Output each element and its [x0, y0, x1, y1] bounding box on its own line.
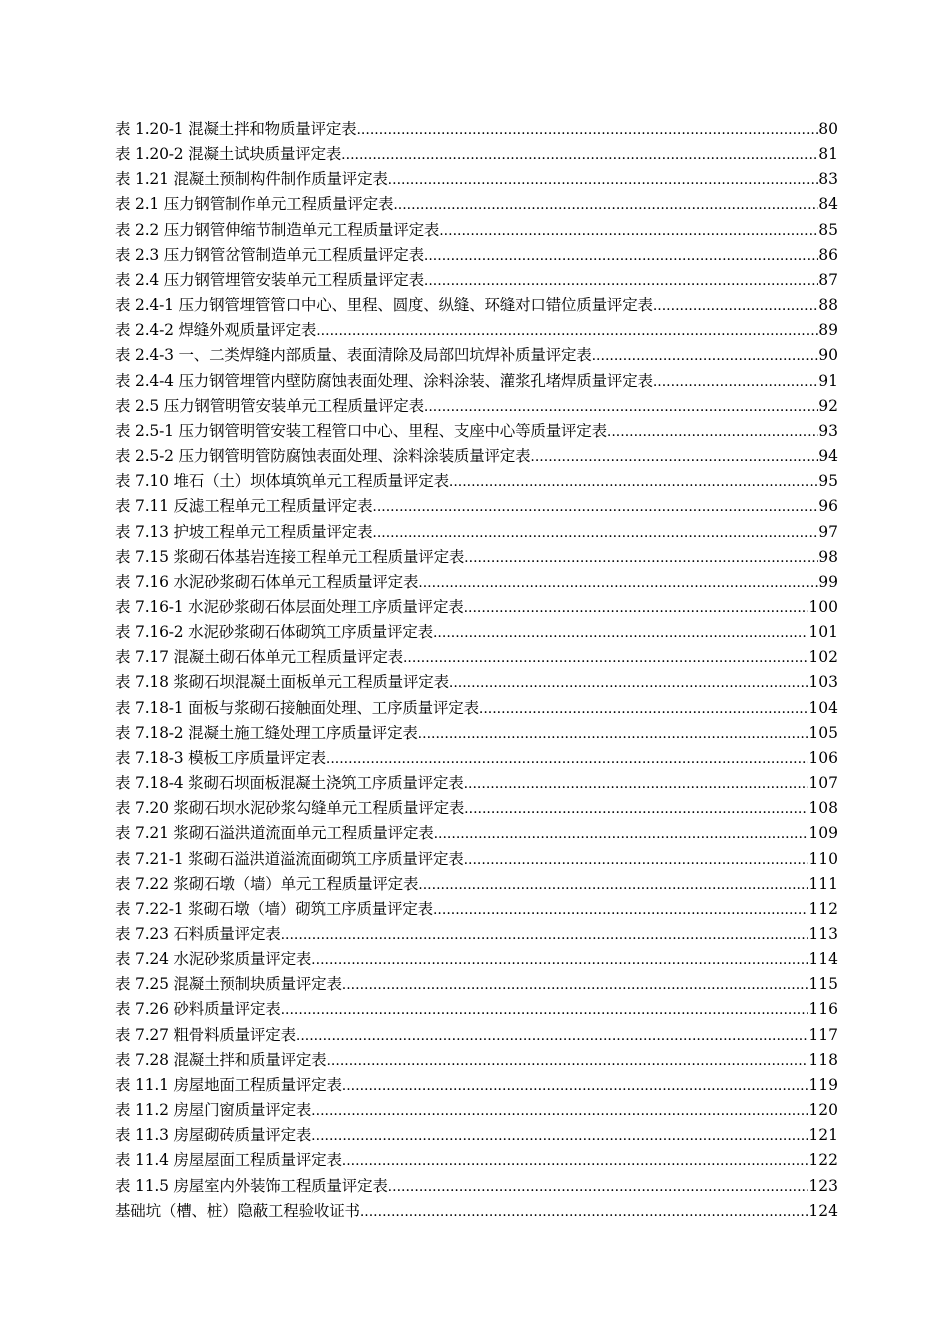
toc-page-number: 95 — [818, 472, 838, 491]
toc-page-number: 97 — [818, 522, 838, 541]
toc-entry[interactable] — [115, 670, 838, 695]
toc-entry-title: 表 7.18-2 混凝土施工缝处理工序质量评定表 — [115, 723, 418, 742]
toc-dot-leader — [607, 420, 818, 444]
toc-page-number: 120 — [808, 1101, 838, 1120]
toc-page-number: 108 — [808, 799, 838, 818]
toc-entry[interactable] — [115, 192, 838, 217]
toc-page-number: 103 — [808, 673, 838, 692]
toc-dot-leader — [403, 646, 808, 670]
toc-entry[interactable] — [115, 369, 838, 394]
toc-entry-title: 表 7.24 水泥砂浆质量评定表 — [115, 950, 312, 969]
toc-entry[interactable] — [115, 1073, 838, 1098]
toc-entry[interactable] — [115, 394, 838, 419]
toc-dot-leader — [418, 571, 818, 595]
toc-entry[interactable] — [115, 520, 838, 545]
toc-entry[interactable] — [115, 343, 838, 368]
toc-entry[interactable] — [115, 469, 838, 494]
toc-entry[interactable] — [115, 947, 838, 972]
toc-entry[interactable] — [115, 1048, 838, 1073]
toc-entry-title: 表 7.13 护坡工程单元工程质量评定表 — [115, 522, 373, 541]
toc-dot-leader — [311, 1099, 808, 1123]
toc-dot-leader — [434, 822, 809, 846]
toc-entry[interactable] — [115, 268, 838, 293]
toc-page-number: 99 — [818, 572, 838, 591]
toc-page-number: 111 — [808, 874, 838, 893]
toc-dot-leader — [316, 319, 818, 343]
toc-page-number: 100 — [808, 597, 838, 616]
toc-entry[interactable] — [115, 721, 838, 746]
toc-page-number: 123 — [808, 1176, 838, 1195]
toc-dot-leader — [464, 848, 809, 872]
toc-dot-leader — [592, 344, 819, 368]
toc-entry-title: 表 1.21 混凝土预制构件制作质量评定表 — [115, 170, 388, 189]
toc-entry-title: 表 2.2 压力钢管伸缩节制造单元工程质量评定表 — [115, 220, 440, 239]
toc-entry[interactable] — [115, 821, 838, 846]
toc-page-number: 87 — [818, 270, 838, 289]
toc-entry[interactable] — [115, 293, 838, 318]
toc-page-number: 90 — [818, 346, 838, 365]
toc-page-number: 119 — [808, 1075, 838, 1094]
toc-dot-leader — [653, 370, 818, 394]
toc-dot-leader — [393, 193, 818, 217]
toc-dot-leader — [464, 772, 809, 796]
toc-entry[interactable] — [115, 1123, 838, 1148]
toc-entry-title: 基础坑（槽、桩）隐蔽工程验收证书 — [115, 1201, 360, 1220]
toc-entry-title: 表 2.5-1 压力钢管明管安装工程管口中心、里程、支座中心等质量评定表 — [115, 421, 607, 440]
toc-page-number: 112 — [808, 899, 838, 918]
toc-page-number: 81 — [818, 145, 838, 164]
toc-page-number: 85 — [818, 220, 838, 239]
toc-dot-leader — [439, 219, 818, 243]
toc-page-number: 104 — [808, 698, 838, 717]
toc-entry-title: 表 1.20-1 混凝土拌和物质量评定表 — [115, 120, 357, 138]
toc-entry-title: 表 7.18 浆砌石坝混凝土面板单元工程质量评定表 — [115, 673, 449, 692]
toc-dot-leader — [311, 948, 808, 972]
toc-dot-leader — [372, 521, 818, 545]
toc-dot-leader — [281, 998, 809, 1022]
toc-entry[interactable] — [115, 218, 838, 243]
toc-entry-title: 表 7.18-3 模板工序质量评定表 — [115, 748, 326, 767]
toc-entry-title: 表 7.27 粗骨料质量评定表 — [115, 1025, 296, 1044]
toc-page-number: 118 — [808, 1050, 838, 1069]
toc-page-number: 109 — [808, 824, 838, 843]
toc-entry[interactable] — [115, 796, 838, 821]
toc-entry-title: 表 2.4-4 压力钢管埋管内壁防腐蚀表面处理、涂料涂装、灌浆孔堵焊质量评定表 — [115, 371, 653, 390]
toc-entry-title: 表 7.25 混凝土预制块质量评定表 — [115, 975, 342, 994]
toc-entry-title: 表 7.16-2 水泥砂浆砌石体砌筑工序质量评定表 — [115, 623, 433, 642]
toc-entry-title: 表 1.20-2 混凝土试块质量评定表 — [115, 145, 342, 164]
toc-entry[interactable] — [115, 997, 838, 1022]
toc-entry-title: 表 11.5 房屋室内外装饰工程质量评定表 — [115, 1176, 388, 1195]
toc-entry[interactable] — [115, 142, 838, 167]
toc-entry-title: 表 7.26 砂料质量评定表 — [115, 1000, 281, 1019]
toc-entry[interactable] — [115, 545, 838, 570]
toc-entry-title: 表 2.4 压力钢管埋管安装单元工程质量评定表 — [115, 270, 424, 289]
toc-entry[interactable] — [115, 1199, 838, 1224]
toc-entry[interactable] — [115, 696, 838, 721]
toc-page-number: 93 — [818, 421, 838, 440]
toc-entry[interactable] — [115, 117, 838, 142]
toc-page-number: 83 — [818, 170, 838, 189]
toc-entry[interactable] — [115, 167, 838, 192]
toc-entry-title: 表 2.4-1 压力钢管埋管管口中心、里程、圆度、纵缝、环缝对口错位质量评定表 — [115, 296, 653, 315]
toc-dot-leader — [326, 1049, 808, 1073]
toc-entry-title: 表 7.16 水泥砂浆砌石体单元工程质量评定表 — [115, 572, 419, 591]
toc-entry[interactable] — [115, 972, 838, 997]
toc-entry-title: 表 7.28 混凝土拌和质量评定表 — [115, 1050, 327, 1069]
toc-page-number: 114 — [808, 950, 838, 969]
toc-page-number: 124 — [808, 1201, 838, 1220]
toc-page-number: 86 — [818, 245, 838, 264]
toc-dot-leader — [388, 1175, 809, 1199]
toc-dot-leader — [449, 671, 809, 695]
toc-entry-title: 表 7.23 石料质量评定表 — [115, 925, 281, 943]
toc-entry[interactable] — [115, 872, 838, 897]
toc-entry[interactable] — [115, 746, 838, 771]
toc-page-number: 105 — [808, 723, 838, 742]
toc-page-number: 107 — [808, 774, 838, 793]
toc-dot-leader — [372, 495, 818, 519]
toc-dot-leader — [479, 697, 809, 721]
toc-page-number: 122 — [808, 1151, 838, 1170]
toc-entry-title: 表 2.4-3 一、二类焊缝内部质量、表面清除及局部凹坑焊补质量评定表 — [115, 346, 592, 365]
toc-dot-leader — [356, 118, 818, 142]
toc-entry[interactable] — [115, 847, 838, 872]
toc-entry[interactable] — [115, 1148, 838, 1173]
toc-dot-leader — [342, 973, 809, 997]
toc-entry[interactable] — [115, 897, 838, 922]
toc-entry[interactable] — [115, 243, 838, 268]
toc-page-number: 94 — [818, 447, 838, 466]
toc-page-number: 106 — [808, 748, 838, 767]
toc-entry-title: 表 2.3 压力钢管岔管制造单元工程质量评定表 — [115, 245, 424, 264]
toc-entry[interactable] — [115, 620, 838, 645]
toc-dot-leader — [433, 621, 808, 645]
toc-entry[interactable] — [115, 318, 838, 343]
toc-dot-leader — [424, 395, 818, 419]
toc-dot-leader — [418, 722, 809, 746]
toc-entry-title: 表 7.10 堆石（土）坝体填筑单元工程质量评定表 — [115, 472, 449, 491]
toc-page-number: 110 — [808, 849, 838, 868]
toc-entry-title: 表 11.3 房屋砌砖质量评定表 — [115, 1126, 312, 1145]
toc-dot-leader — [530, 445, 818, 469]
toc-page-number: 115 — [808, 975, 838, 994]
toc-entry-title: 表 7.21 浆砌石溢洪道流面单元工程质量评定表 — [115, 824, 434, 843]
toc-entry[interactable] — [115, 444, 838, 469]
toc-page-number: 102 — [808, 648, 838, 667]
toc-entry-title: 表 11.1 房屋地面工程质量评定表 — [115, 1075, 342, 1094]
toc-page-number: 92 — [818, 396, 838, 415]
toc-dot-leader — [464, 596, 809, 620]
toc-dot-leader — [388, 168, 819, 192]
toc-entry[interactable] — [115, 645, 838, 670]
toc-dot-leader — [424, 244, 818, 268]
toc-page-number: 80 — [818, 120, 838, 138]
toc-entry-title: 表 2.5 压力钢管明管安装单元工程质量评定表 — [115, 396, 424, 415]
toc-page-number: 91 — [818, 371, 838, 390]
toc-entry-title: 表 7.20 浆砌石坝水泥砂浆勾缝单元工程质量评定表 — [115, 799, 465, 818]
table-of-contents — [115, 117, 838, 1224]
toc-dot-leader — [449, 470, 818, 494]
toc-dot-leader — [311, 1124, 808, 1148]
toc-dot-leader — [341, 143, 818, 167]
toc-dot-leader — [296, 1024, 809, 1048]
toc-dot-leader — [653, 294, 818, 318]
toc-page-number: 88 — [818, 296, 838, 315]
toc-page-number: 98 — [818, 547, 838, 566]
toc-page-number: 121 — [808, 1126, 838, 1145]
toc-entry-title: 表 7.22 浆砌石墩（墙）单元工程质量评定表 — [115, 874, 419, 893]
toc-entry-title: 表 7.11 反滤工程单元工程质量评定表 — [115, 497, 373, 516]
toc-entry-title: 表 7.18-1 面板与浆砌石接触面处理、工序质量评定表 — [115, 698, 479, 717]
toc-page-number: 96 — [818, 497, 838, 516]
toc-entry[interactable] — [115, 494, 838, 519]
toc-page-number: 113 — [808, 925, 838, 943]
toc-entry-title: 表 2.4-2 焊缝外观质量评定表 — [115, 321, 317, 340]
toc-entry-title: 表 11.2 房屋门窗质量评定表 — [115, 1101, 312, 1120]
toc-entry-title: 表 11.4 房屋屋面工程质量评定表 — [115, 1151, 342, 1170]
toc-page-number: 84 — [818, 195, 838, 214]
toc-entry[interactable] — [115, 771, 838, 796]
toc-entry[interactable] — [115, 595, 838, 620]
toc-entry-title: 表 2.5-2 压力钢管明管防腐蚀表面处理、涂料涂装质量评定表 — [115, 447, 531, 466]
toc-dot-leader — [360, 1200, 809, 1224]
toc-page-number: 116 — [808, 1000, 838, 1019]
toc-entry[interactable] — [115, 1098, 838, 1123]
toc-dot-leader — [418, 873, 808, 897]
toc-page-number: 101 — [808, 623, 838, 642]
toc-dot-leader — [342, 1074, 809, 1098]
toc-entry-title: 表 7.22-1 浆砌石墩（墙）砌筑工序质量评定表 — [115, 899, 433, 918]
toc-entry[interactable] — [115, 1023, 838, 1048]
toc-entry[interactable] — [115, 570, 838, 595]
toc-dot-leader — [464, 546, 818, 570]
toc-dot-leader — [424, 269, 818, 293]
toc-dot-leader — [342, 1149, 809, 1173]
toc-dot-leader — [433, 898, 808, 922]
toc-page-number: 117 — [808, 1025, 838, 1044]
toc-entry-title: 表 7.18-4 浆砌石坝面板混凝土浇筑工序质量评定表 — [115, 774, 464, 793]
toc-entry-title: 表 7.16-1 水泥砂浆砌石体层面处理工序质量评定表 — [115, 597, 464, 616]
toc-entry-title: 表 7.15 浆砌石体基岩连接工程单元工程质量评定表 — [115, 547, 465, 566]
toc-entry[interactable] — [115, 922, 838, 947]
toc-page-number: 89 — [818, 321, 838, 340]
toc-dot-leader — [326, 747, 809, 771]
toc-dot-leader — [464, 797, 808, 821]
toc-entry[interactable] — [115, 1174, 838, 1199]
toc-entry-title: 表 2.1 压力钢管制作单元工程质量评定表 — [115, 195, 394, 214]
toc-entry-title: 表 7.17 混凝土砌石体单元工程质量评定表 — [115, 648, 403, 667]
toc-dot-leader — [281, 923, 809, 947]
toc-entry[interactable] — [115, 419, 838, 444]
toc-entry-title: 表 7.21-1 浆砌石溢洪道溢流面砌筑工序质量评定表 — [115, 849, 464, 868]
